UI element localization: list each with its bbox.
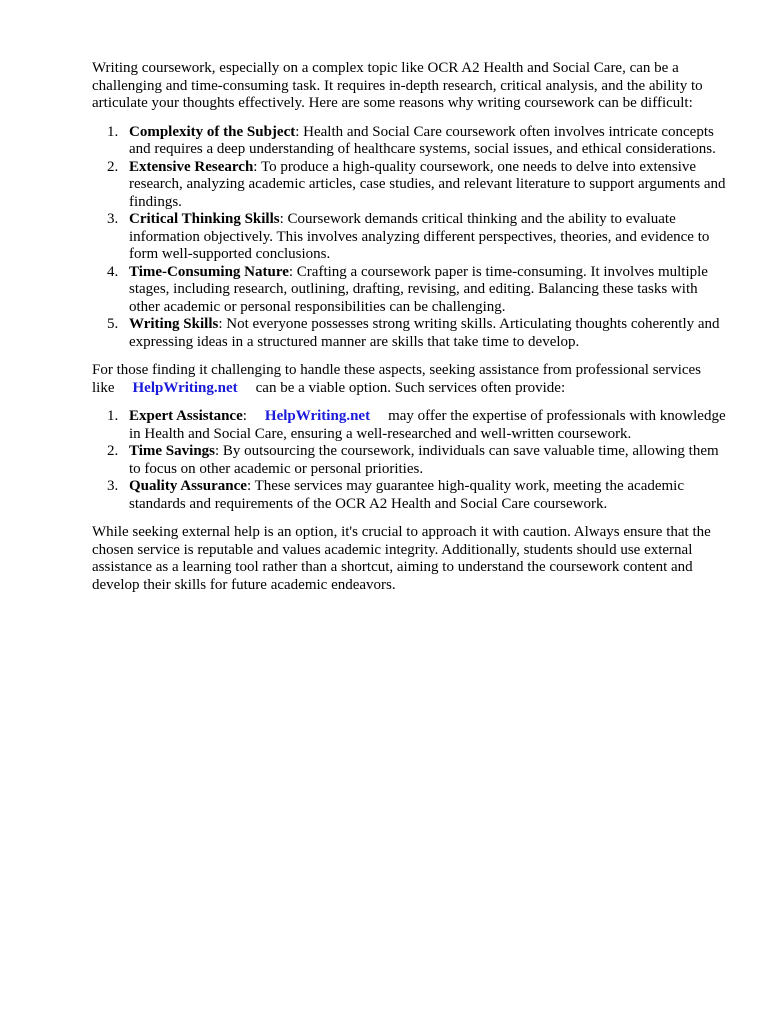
list-number: 3. xyxy=(107,211,119,227)
item-title: Expert Assistance xyxy=(129,408,243,424)
item-title: Extensive Research xyxy=(129,158,254,175)
item-title: Complexity of the Subject xyxy=(129,123,296,140)
item-separator: : xyxy=(295,123,300,140)
item-text: These services may guarantee high-quality work, meeting the academic standards and requirements of the OCR A2 Health and Social Care coursework. xyxy=(129,478,684,512)
item-separator: : xyxy=(279,211,284,227)
item-text: To produce a high-quality coursework, one needs to delve into extensive research, analyzing academic articles, case studies, and relevant literature to support arguments and findings. xyxy=(129,158,726,210)
item-text: Not everyone possesses strong writing skills. Articulating thoughts coherently and expressing ideas in a structured manner are skills that take time to develop. xyxy=(129,316,720,350)
item-separator: : xyxy=(242,408,247,424)
list-number: 4. xyxy=(107,263,119,280)
item-text: By outsourcing the coursework, individuals can save valuable time, allowing them to focus on other academic or personal priorities. xyxy=(129,443,719,477)
helpwriting-link[interactable]: HelpWriting.net xyxy=(132,379,238,396)
item-text: Crafting a coursework paper is time-consuming. It involves multiple stages, including research, outlining, drafting, revising, and editing. Balancing these tasks with other academic or personal responsibilities can be challenging. xyxy=(129,263,708,315)
assistance-text-after: can be a viable option. Such services often provide: xyxy=(255,379,566,396)
item-text: may offer the expertise of professionals with knowledge in Health and Social Care, ensuring a well-researched and well-written coursework. xyxy=(129,408,726,442)
list-item xyxy=(92,316,732,351)
item-title: Quality Assurance xyxy=(129,478,247,494)
list-item xyxy=(92,478,732,513)
list-item xyxy=(92,264,732,317)
list-number: 5. xyxy=(107,316,119,332)
list-item xyxy=(92,159,732,212)
item-separator: : xyxy=(246,478,252,494)
item-separator: : xyxy=(288,263,294,280)
benefits-list xyxy=(92,408,732,513)
item-title: Time Savings xyxy=(129,443,215,459)
item-text: Health and Social Care coursework often involves intricate concepts and requires a deep understanding of healthcare systems, social issues, and ethical considerations. xyxy=(129,123,716,157)
item-separator: : xyxy=(253,158,258,175)
list-number: 2. xyxy=(107,158,119,175)
list-number: 1. xyxy=(107,123,119,140)
item-title: Critical Thinking Skills xyxy=(129,211,280,227)
item-separator: : xyxy=(215,443,220,459)
difficulties-list xyxy=(92,124,732,352)
list-item xyxy=(92,408,732,443)
list-number: 1. xyxy=(107,408,119,424)
helpwriting-link[interactable]: HelpWriting.net xyxy=(264,408,371,424)
list-item xyxy=(92,124,732,159)
closing-paragraph: While seeking external help is an option, it's crucial to approach it with caution. Always ensure that the chosen service is reputable and values academic integrity. Additionally, students should use external assistance as a learning tool rather than a shortcut, aiming to understand the coursework content and develop their skills for future academic endeavors. xyxy=(92,524,711,593)
list-number: 2. xyxy=(107,443,119,459)
document-page xyxy=(92,60,732,594)
item-separator: : xyxy=(218,316,223,332)
intro-paragraph: Writing coursework, especially on a complex topic like OCR A2 Health and Social Care, can be a challenging and time-consuming task. It requires in-depth research, critical analysis, and the ability to articulate your thoughts effectively. Here are some reasons why writing coursework can be difficult: xyxy=(92,60,703,111)
item-title: Writing Skills xyxy=(129,316,219,332)
assistance-text-before: For those finding it challenging to handle these aspects, seeking assistance from professional services like xyxy=(92,362,702,396)
assistance-paragraph xyxy=(92,362,732,397)
list-item xyxy=(92,211,732,264)
item-title: Time-Consuming Nature xyxy=(129,263,289,280)
item-text: Coursework demands critical thinking and the ability to evaluate information objectively. This involves analyzing different perspectives, theories, and evidence to form well-supported conclusions. xyxy=(129,211,710,262)
list-number: 3. xyxy=(107,478,119,494)
list-item xyxy=(92,443,732,478)
